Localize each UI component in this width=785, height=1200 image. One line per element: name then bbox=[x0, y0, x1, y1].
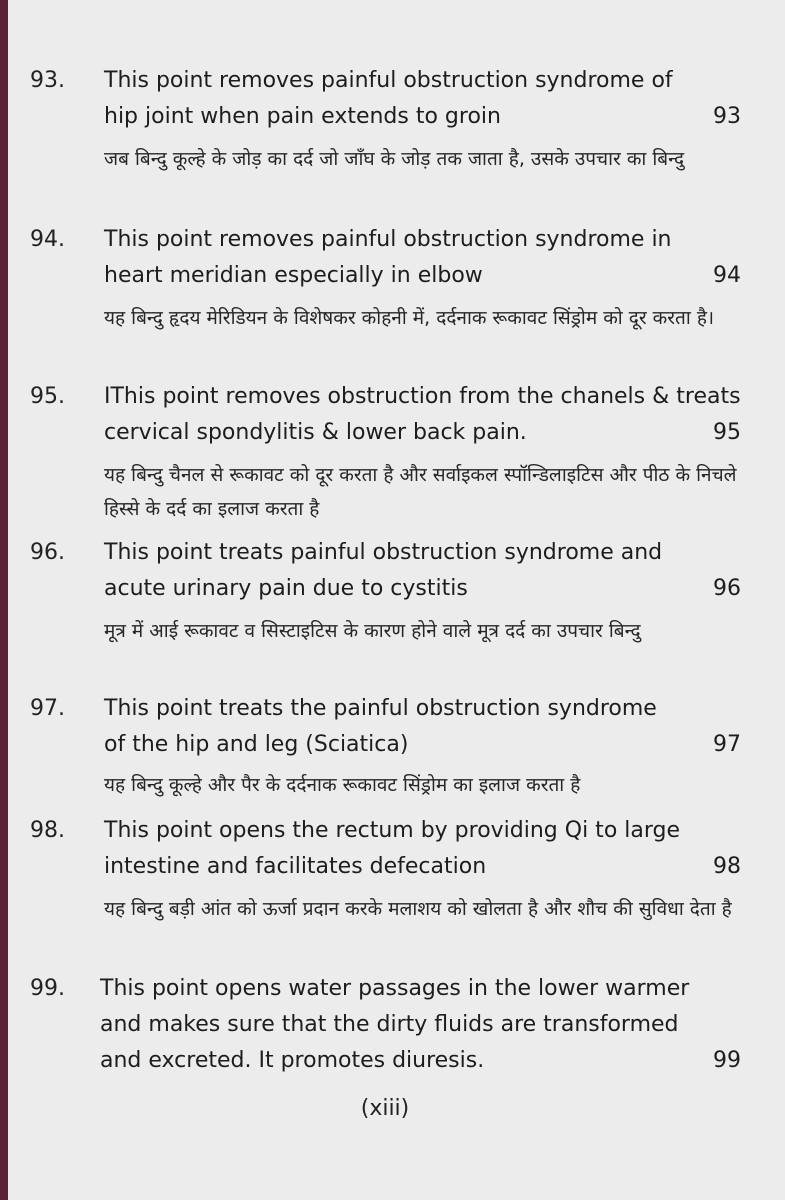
entry-text-line: and excreted. It promotes diuresis. bbox=[100, 1048, 485, 1073]
book-binding-edge bbox=[0, 0, 8, 1200]
entry-text-line: This point opens water passages in the lower warmer bbox=[100, 976, 690, 1001]
entry-reference-number: 93 bbox=[713, 104, 741, 129]
entry-hindi-translation: यह बिन्दु हृदय मेरिडियन के विशेषकर कोहनी में, दर्दनाक रूकावट सिंड्रोम को दूर करता है। bbox=[104, 307, 715, 329]
entry-number: 94. bbox=[30, 227, 65, 252]
entry-number: 99. bbox=[30, 976, 65, 1001]
entry-hindi-translation: मूत्र में आई रूकावट व सिस्टाइटिस के कारण होने वाले मूत्र दर्द का उपचार बिन्दु bbox=[104, 620, 641, 642]
entry-reference-number: 99 bbox=[713, 1048, 741, 1073]
entry-number: 97. bbox=[30, 696, 65, 721]
entry-reference-number: 95 bbox=[713, 420, 741, 445]
entry-text-line: This point removes painful obstruction syndrome in bbox=[104, 227, 672, 252]
entry-reference-number: 98 bbox=[713, 854, 741, 879]
entry-hindi-translation: यह बिन्दु चैनल से रूकावट को दूर करता है और सर्वाइकल स्पॉन्डिलाइटिस और पीठ के निचले हिस्से के दर्द का इलाज करता है bbox=[104, 464, 737, 520]
entry-hindi-translation: जब बिन्दु कूल्हे के जोड़ का दर्द जो जाँघ के जोड़ तक जाता है, उसके उपचार का बिन्दु bbox=[104, 148, 685, 170]
entry-hindi-translation: यह बिन्दु कूल्हे और पैर के दर्दनाक रूकावट सिंड्रोम का इलाज करता है bbox=[104, 774, 581, 796]
entry-text-line: This point removes painful obstruction syndrome of bbox=[104, 68, 673, 93]
entry-text-line: acute urinary pain due to cystitis bbox=[104, 576, 468, 601]
entry-number: 96. bbox=[30, 540, 65, 565]
entry-text-line: hip joint when pain extends to groin bbox=[104, 104, 501, 129]
entry-text-line: IThis point removes obstruction from the chanels & treats bbox=[104, 384, 741, 409]
entry-reference-number: 96 bbox=[713, 576, 741, 601]
entry-text-line: This point opens the rectum by providing Qi to large bbox=[104, 818, 681, 843]
entry-reference-number: 97 bbox=[713, 732, 741, 757]
entry-text-line: cervical spondylitis & lower back pain. bbox=[104, 420, 527, 445]
entry-number: 98. bbox=[30, 818, 65, 843]
entry-text-line: heart meridian especially in elbow bbox=[104, 263, 483, 288]
entry-text-line: intestine and facilitates defecation bbox=[104, 854, 487, 879]
entry-text-line: of the hip and leg (Sciatica) bbox=[104, 732, 409, 757]
entry-text-line: This point treats the painful obstruction syndrome bbox=[104, 696, 657, 721]
entry-number: 95. bbox=[30, 384, 65, 409]
page-number: (xiii) bbox=[360, 1096, 410, 1121]
entry-text-line: and makes sure that the dirty fluids are transformed bbox=[100, 1012, 679, 1037]
entry-number: 93. bbox=[30, 68, 65, 93]
entry-reference-number: 94 bbox=[713, 263, 741, 288]
entry-hindi-translation: यह बिन्दु बड़ी आंत को ऊर्जा प्रदान करके मलाशय को खोलता है और शौच की सुविधा देता है bbox=[104, 898, 732, 920]
entry-text-line: This point treats painful obstruction syndrome and bbox=[104, 540, 663, 565]
